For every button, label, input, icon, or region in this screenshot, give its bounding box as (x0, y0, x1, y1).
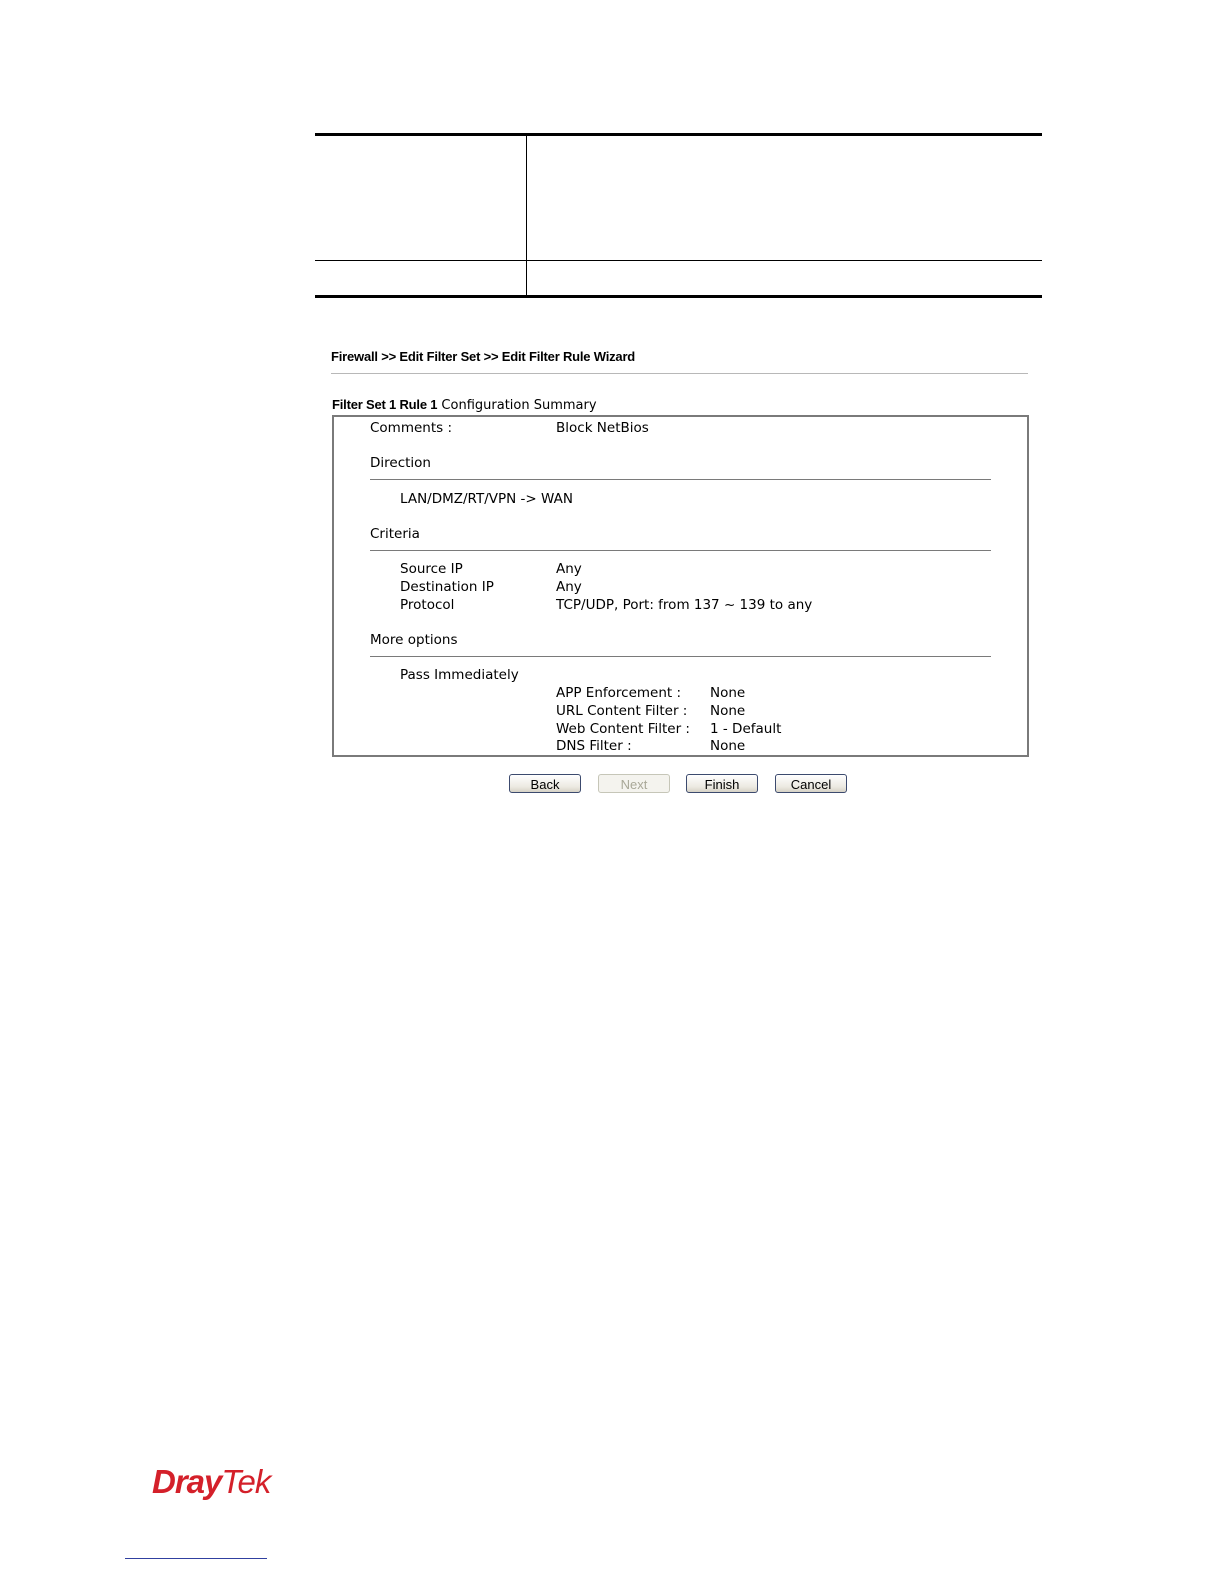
url-content-filter-value: None (710, 703, 746, 719)
destination-ip-value: Any (556, 579, 582, 595)
criteria-title: Criteria (370, 526, 420, 542)
source-ip-label: Source IP (400, 561, 463, 577)
draytek-logo (152, 1462, 270, 1502)
cancel-button[interactable]: Cancel (775, 774, 847, 793)
comments-label: Comments : (370, 420, 453, 436)
back-button[interactable]: Back (509, 774, 581, 793)
direction-title: Direction (370, 455, 431, 471)
app-enforcement-label: APP Enforcement : (556, 685, 682, 701)
criteria-divider (370, 550, 991, 551)
direction-value: LAN/DMZ/RT/VPN -> WAN (400, 491, 573, 507)
direction-divider (370, 479, 991, 480)
dns-filter-value: None (710, 738, 746, 754)
logo-tek: Tek (221, 1463, 271, 1500)
summary-heading-text: Configuration Summary (437, 398, 597, 413)
app-enforcement-value: None (710, 685, 746, 701)
configuration-summary-panel (332, 415, 1029, 757)
pass-immediately-label: Pass Immediately (400, 667, 519, 683)
table-row-divider (315, 260, 1042, 261)
more-options-title: More options (370, 632, 458, 648)
url-content-filter-label: URL Content Filter : (556, 703, 688, 719)
breadcrumb: Firewall >> Edit Filter Set >> Edit Filter Rule Wizard (331, 349, 636, 364)
table-bottom-rule (315, 295, 1042, 298)
web-content-filter-value: 1 - Default (710, 721, 782, 737)
logo-dray: Dray (152, 1463, 222, 1500)
source-ip-value: Any (556, 561, 582, 577)
dns-filter-label: DNS Filter : (556, 738, 632, 754)
finish-button[interactable]: Finish (686, 774, 758, 793)
document-table (315, 133, 1042, 299)
table-column-divider (526, 135, 527, 297)
breadcrumb-divider (331, 373, 1028, 374)
summary-heading-rule: Filter Set 1 Rule 1 (332, 397, 438, 412)
footer-rule (125, 1558, 267, 1559)
web-content-filter-label: Web Content Filter : (556, 721, 690, 737)
more-options-divider (370, 656, 991, 657)
destination-ip-label: Destination IP (400, 579, 494, 595)
comments-value: Block NetBios (556, 420, 649, 436)
table-top-rule (315, 133, 1042, 136)
summary-heading (332, 397, 597, 414)
protocol-label: Protocol (400, 597, 455, 613)
next-button[interactable]: Next (598, 774, 670, 793)
protocol-value: TCP/UDP, Port: from 137 ~ 139 to any (556, 597, 813, 613)
